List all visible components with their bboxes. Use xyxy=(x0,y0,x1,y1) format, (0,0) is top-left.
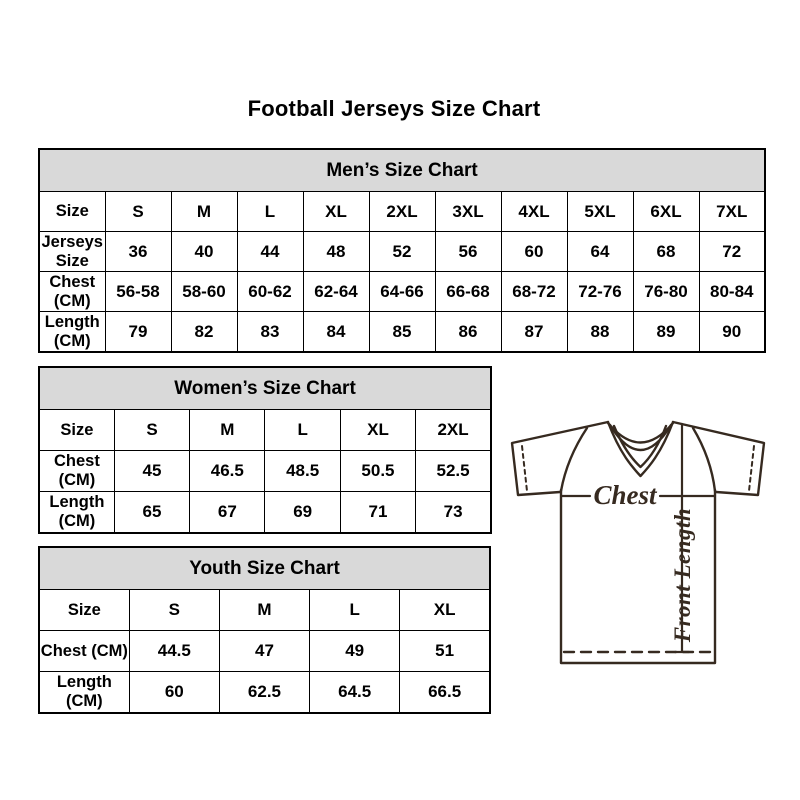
table-row xyxy=(39,590,490,631)
value-cell: 36 xyxy=(105,232,171,272)
value-cell: 52.5 xyxy=(416,451,491,492)
right-cuff-stitch-line xyxy=(749,446,754,491)
row-label: Size xyxy=(39,192,105,232)
value-cell: 71 xyxy=(340,492,415,534)
youth-table-title: Youth Size Chart xyxy=(39,547,490,590)
table-row xyxy=(39,192,765,232)
row-label: Length (CM) xyxy=(39,492,114,534)
value-cell: 62-64 xyxy=(303,272,369,312)
value-cell: 48.5 xyxy=(265,451,340,492)
chest-measure-label: Chest xyxy=(593,480,657,510)
value-cell: S xyxy=(105,192,171,232)
value-cell: 44 xyxy=(237,232,303,272)
value-cell: 65 xyxy=(114,492,189,534)
value-cell: 5XL xyxy=(567,192,633,232)
value-cell: 56-58 xyxy=(105,272,171,312)
value-cell: 60 xyxy=(501,232,567,272)
value-cell: 60 xyxy=(129,672,219,714)
value-cell: 46.5 xyxy=(190,451,265,492)
value-cell: 76-80 xyxy=(633,272,699,312)
value-cell: 69 xyxy=(265,492,340,534)
table-row xyxy=(39,492,491,534)
value-cell: 72 xyxy=(699,232,765,272)
value-cell: 58-60 xyxy=(171,272,237,312)
value-cell: 64-66 xyxy=(369,272,435,312)
value-cell: 40 xyxy=(171,232,237,272)
row-label: Chest (CM) xyxy=(39,272,105,312)
value-cell: 66.5 xyxy=(400,672,490,714)
table-header-row xyxy=(39,367,491,410)
value-cell: 85 xyxy=(369,312,435,353)
value-cell: 68 xyxy=(633,232,699,272)
table-row xyxy=(39,272,765,312)
value-cell: 51 xyxy=(400,631,490,672)
value-cell: S xyxy=(129,590,219,631)
womens-size-table xyxy=(38,366,492,534)
table-row xyxy=(39,631,490,672)
value-cell: 62.5 xyxy=(219,672,309,714)
front-length-measure-label: Front Length xyxy=(670,507,695,643)
value-cell: 79 xyxy=(105,312,171,353)
jersey-collar-inner xyxy=(614,426,666,467)
value-cell: L xyxy=(310,590,400,631)
value-cell: M xyxy=(171,192,237,232)
value-cell: 45 xyxy=(114,451,189,492)
value-cell: 49 xyxy=(310,631,400,672)
mens-table-title: Men’s Size Chart xyxy=(39,149,765,192)
value-cell: 80-84 xyxy=(699,272,765,312)
value-cell: XL xyxy=(303,192,369,232)
jersey-left-armhole-seam xyxy=(561,428,587,491)
table-row xyxy=(39,410,491,451)
value-cell: 86 xyxy=(435,312,501,353)
value-cell: 64.5 xyxy=(310,672,400,714)
value-cell: M xyxy=(190,410,265,451)
value-cell: 47 xyxy=(219,631,309,672)
row-label: Size xyxy=(39,590,129,631)
value-cell: 90 xyxy=(699,312,765,353)
value-cell: 60-62 xyxy=(237,272,303,312)
value-cell: 4XL xyxy=(501,192,567,232)
table-header-row xyxy=(39,149,765,192)
row-label: Length (CM) xyxy=(39,672,129,714)
value-cell: 3XL xyxy=(435,192,501,232)
value-cell: 84 xyxy=(303,312,369,353)
value-cell: 56 xyxy=(435,232,501,272)
value-cell: 88 xyxy=(567,312,633,353)
table-row xyxy=(39,672,490,714)
value-cell: M xyxy=(219,590,309,631)
value-cell: XL xyxy=(400,590,490,631)
value-cell: 7XL xyxy=(699,192,765,232)
value-cell: 82 xyxy=(171,312,237,353)
value-cell: 67 xyxy=(190,492,265,534)
value-cell: XL xyxy=(340,410,415,451)
value-cell: L xyxy=(265,410,340,451)
row-label: Length (CM) xyxy=(39,312,105,353)
value-cell: 44.5 xyxy=(129,631,219,672)
row-label: Chest (CM) xyxy=(39,451,114,492)
value-cell: 89 xyxy=(633,312,699,353)
value-cell: 52 xyxy=(369,232,435,272)
value-cell: 48 xyxy=(303,232,369,272)
womens-table-title: Women’s Size Chart xyxy=(39,367,491,410)
value-cell: 2XL xyxy=(369,192,435,232)
row-label: Size xyxy=(39,410,114,451)
value-cell: S xyxy=(114,410,189,451)
jersey-collar-back-arc xyxy=(608,423,673,443)
value-cell: 6XL xyxy=(633,192,699,232)
jersey-right-sleeve xyxy=(673,422,764,495)
value-cell: 87 xyxy=(501,312,567,353)
value-cell: L xyxy=(237,192,303,232)
value-cell: 66-68 xyxy=(435,272,501,312)
jersey-measurement-diagram xyxy=(505,412,770,670)
table-row xyxy=(39,312,765,353)
table-header-row xyxy=(39,547,490,590)
jersey-right-armhole-seam xyxy=(693,428,715,491)
left-cuff-stitch-line xyxy=(522,446,527,491)
row-label: Chest (CM) xyxy=(39,631,129,672)
value-cell: 64 xyxy=(567,232,633,272)
value-cell: 50.5 xyxy=(340,451,415,492)
row-label: Jerseys Size xyxy=(39,232,105,272)
value-cell: 2XL xyxy=(416,410,491,451)
mens-size-table xyxy=(38,148,766,353)
table-row xyxy=(39,232,765,272)
value-cell: 72-76 xyxy=(567,272,633,312)
youth-size-table xyxy=(38,546,491,714)
value-cell: 68-72 xyxy=(501,272,567,312)
table-row xyxy=(39,451,491,492)
page-title: Football Jerseys Size Chart xyxy=(247,96,541,121)
value-cell: 83 xyxy=(237,312,303,353)
value-cell: 73 xyxy=(416,492,491,534)
